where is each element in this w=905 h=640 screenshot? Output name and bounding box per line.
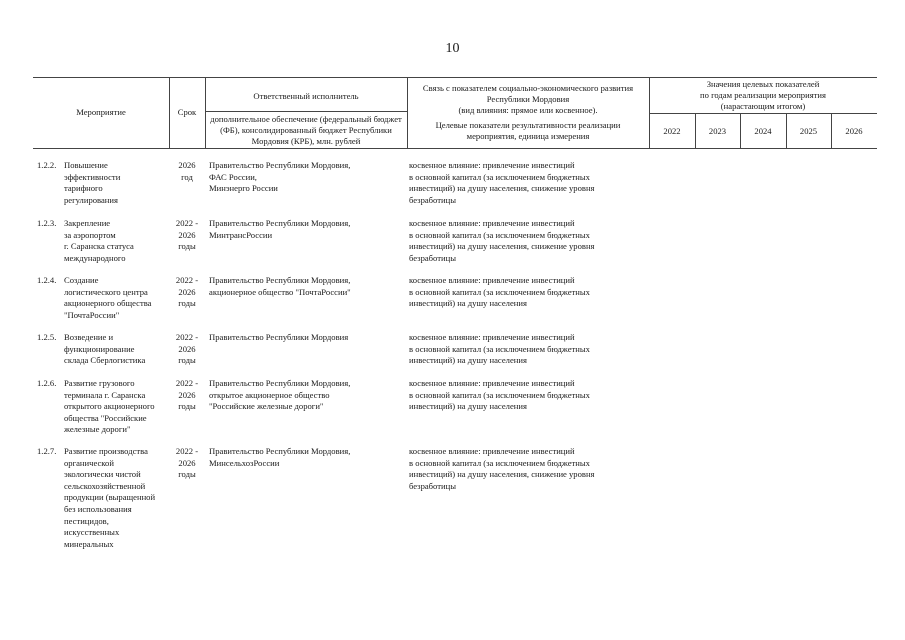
header-executor: Ответственный исполнитель (253, 91, 359, 101)
header-event: Мероприятие (76, 107, 126, 117)
table-top-border (33, 77, 877, 78)
row-link: косвенное влияние: привлечение инвестиций в основной капитал (за исключением бюджетных инвестиций) на душу населения (409, 378, 590, 412)
row-link: косвенное влияние: привлечение инвестиций в основной капитал (за исключением бюджетных инвестиций) на душу населения, снижение уровня безработицы (409, 160, 595, 205)
executor-header-divider (205, 111, 407, 112)
row-term: 2022 - 2026 годы (175, 378, 199, 412)
row-number: 1.2.7. (37, 446, 57, 456)
row-event: Повышение эффективности тарифного регулирования (64, 160, 121, 205)
row-term: 2026 год (178, 160, 196, 182)
row-link: косвенное влияние: привлечение инвестиций в основной капитал (за исключением бюджетных инвестиций) на душу населения, снижение уровня безработицы (409, 446, 595, 491)
col-divider-link (407, 77, 408, 148)
row-number: 1.2.4. (37, 275, 57, 285)
table-header-bottom-border (33, 148, 877, 149)
row-executor: Правительство Республики Мордовия, МинтрансРоссии (209, 218, 351, 240)
row-executor: Правительство Республики Мордовия, МинсельхозРоссии (209, 446, 351, 468)
row-executor: Правительство Республики Мордовия (209, 332, 349, 342)
page-number: 10 (445, 41, 460, 56)
row-event: Развитие грузового терминала г. Саранска открытого акционерного общества "Российские железные дороги" (64, 378, 155, 435)
header-link: Связь с показателем социально-экономического развития Республики Мордовия (вид влияния: прямое или косвенное). (422, 83, 634, 115)
row-number: 1.2.6. (37, 378, 57, 388)
row-number: 1.2.2. (37, 160, 57, 170)
row-executor: Правительство Республики Мордовия, открытое акционерное общество "Российские железные дороги" (209, 378, 351, 412)
header-year-2026: 2026 (845, 126, 863, 136)
row-term: 2022 - 2026 годы (175, 218, 199, 252)
row-term: 2022 - 2026 годы (175, 332, 199, 366)
header-year-2023: 2023 (708, 126, 727, 136)
col-divider-executor (205, 77, 206, 148)
row-term: 2022 - 2026 годы (175, 446, 199, 480)
row-executor: Правительство Республики Мордовия, ФАС России, Минэнерго России (209, 160, 351, 194)
row-link: косвенное влияние: привлечение инвестиций в основной капитал (за исключением бюджетных инвестиций) на душу населения (409, 332, 590, 366)
header-year-2022: 2022 (663, 126, 681, 136)
row-event: Создание логистического центра акционерного общества "ПочтаРоссии" (64, 275, 152, 320)
row-event: Возведение и функционирование склада Сберлогистика (64, 332, 146, 366)
header-indicators: Целевые показатели результативности реализации мероприятия, единица измерения (435, 120, 621, 141)
header-year-2025: 2025 (799, 126, 818, 136)
header-targets: Значения целевых показателей по годам реализации мероприятия (нарастающим итогом) (700, 79, 826, 111)
row-link: косвенное влияние: привлечение инвестиций в основной капитал (за исключением бюджетных инвестиций) на душу населения (409, 275, 590, 309)
header-term: Срок (177, 107, 197, 117)
row-event: Закрепление за аэропортом г. Саранска статуса международного (64, 218, 134, 263)
targets-header-divider (649, 113, 877, 114)
row-event: Развитие производства органической экологически чистой сельскохозяйственной продукции (выращенной без использования пестицидов, искусственных минеральных (64, 446, 156, 549)
row-link: косвенное влияние: привлечение инвестиций в основной капитал (за исключением бюджетных инвестиций) на душу населения, снижение уровня безработицы (409, 218, 595, 263)
row-number: 1.2.3. (37, 218, 57, 228)
header-funding: дополнительное обеспечение (федеральный бюджет (ФБ), консолидированный бюджет Республики Мордовия (КРБ), млн. рублей (210, 114, 402, 146)
row-number: 1.2.5. (37, 332, 57, 342)
header-year-2024: 2024 (754, 126, 772, 136)
row-executor: Правительство Республики Мордовия, акционерное общество "ПочтаРоссии" (209, 275, 351, 297)
row-term: 2022 - 2026 годы (175, 275, 199, 309)
